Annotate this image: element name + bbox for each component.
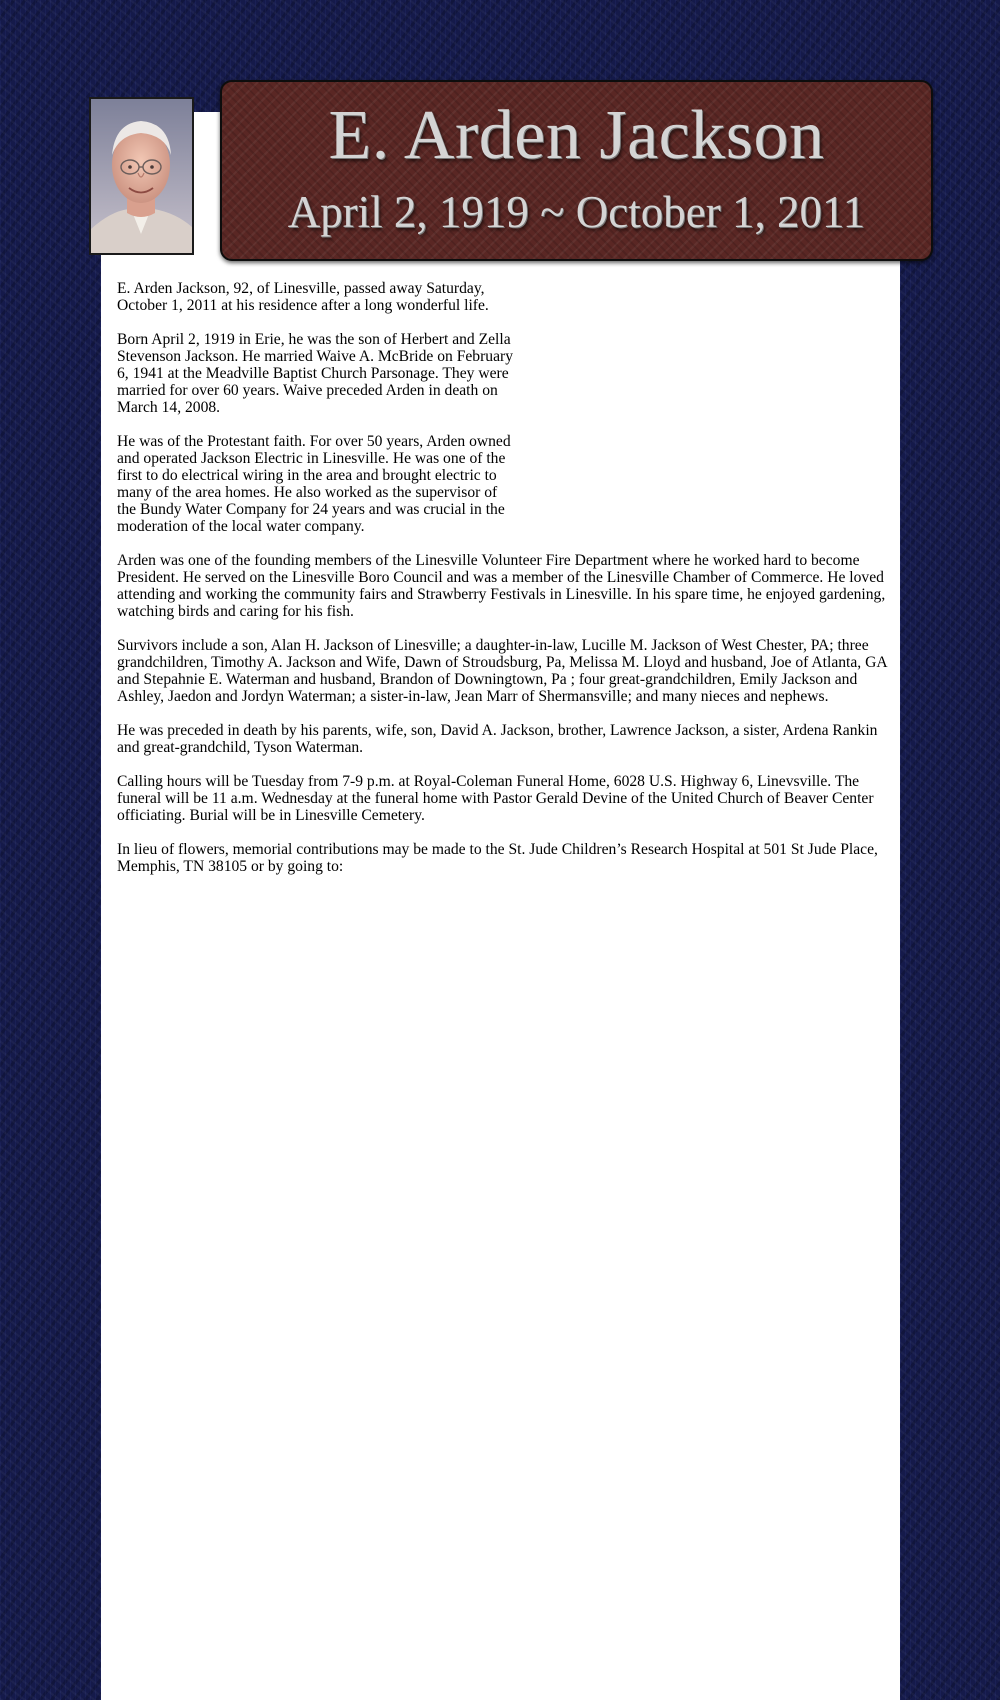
obituary-paragraph-survivors: Survivors include a son, Alan H. Jackson of Linesville; a daughter-in-law, Lucille M. Jackson of West Chester, PA; three grandchildren, Timothy A. Jackson and Wife, Dawn of Stroudsburg, Pa, Melissa M. Lloyd and husband, Joe of Atlanta, GA and Stepahnie E. Waterman and husband, Brandon of Downingtown, Pa ; four great-grandchildren, Emily Jackson and Ashley, Jaedon and Jordyn Waterman; a sister-in-law, Jean Marr of Shermansville; and many nieces and nephews. bbox=[117, 637, 887, 705]
deceased-name: E. Arden Jackson bbox=[328, 97, 825, 174]
obituary-paragraph-services: Calling hours will be Tuesday from 7-9 p.m. at Royal-Coleman Funeral Home, 6028 U.S. Highway 6, Linevsville. The funeral will be 11 a.m. Wednesday at the funeral home with Pastor Gerald Devine of the United Church of Beaver Center officiating. Burial will be in Linesville Cemetery. bbox=[117, 773, 874, 824]
obituary-text bbox=[117, 280, 887, 892]
obituary-paragraph-career: He was of the Protestant faith. For over 50 years, Arden owned and operated Jackson Electric in Linesville. He was one of the first to do electrical wiring in the area and brought electric to many of the area homes. He also worked as the supervisor of the Bundy Water Company for 24 years and was crucial in the moderation of the local water company. bbox=[117, 433, 511, 535]
obituary-paragraph-community: Arden was one of the founding members of the Linesville Volunteer Fire Department where he worked hard to become President. He served on the Linesville Boro Council and was a member of the Linesville Chamber of Commerce. He loved attending and working the community fairs and Strawberry Festivals in Linesville. In his spare time, he enjoyed gardening, watching birds and caring for his fish. bbox=[117, 552, 886, 620]
header-banner bbox=[220, 80, 933, 261]
portrait-image bbox=[91, 99, 192, 253]
obituary-paragraph-family: Born April 2, 1919 in Erie, he was the son of Herbert and Zella Stevenson Jackson. He married Waive A. McBride on February 6, 1941 at the Meadville Baptist Church Parsonage. They were married for over 60 years. Waive preceded Arden in death on March 14, 2008. bbox=[117, 331, 514, 416]
portrait-photo bbox=[89, 97, 194, 255]
life-dates: April 2, 1919 ~ October 1, 2011 bbox=[287, 187, 866, 237]
obituary-paragraph-memorial: In lieu of flowers, memorial contributions may be made to the St. Jude Children’s Research Hospital at 501 St Jude Place, Memphis, TN 38105 or by going to: bbox=[117, 841, 878, 875]
obituary-paragraph-preceded: He was preceded in death by his parents, wife, son, David A. Jackson, brother, Lawrence Jackson, a sister, Ardena Rankin and great-grandchild, Tyson Waterman. bbox=[117, 722, 878, 756]
obituary-paragraph-intro: E. Arden Jackson, 92, of Linesville, passed away Saturday, October 1, 2011 at his residence after a long wonderful life. bbox=[117, 280, 489, 314]
